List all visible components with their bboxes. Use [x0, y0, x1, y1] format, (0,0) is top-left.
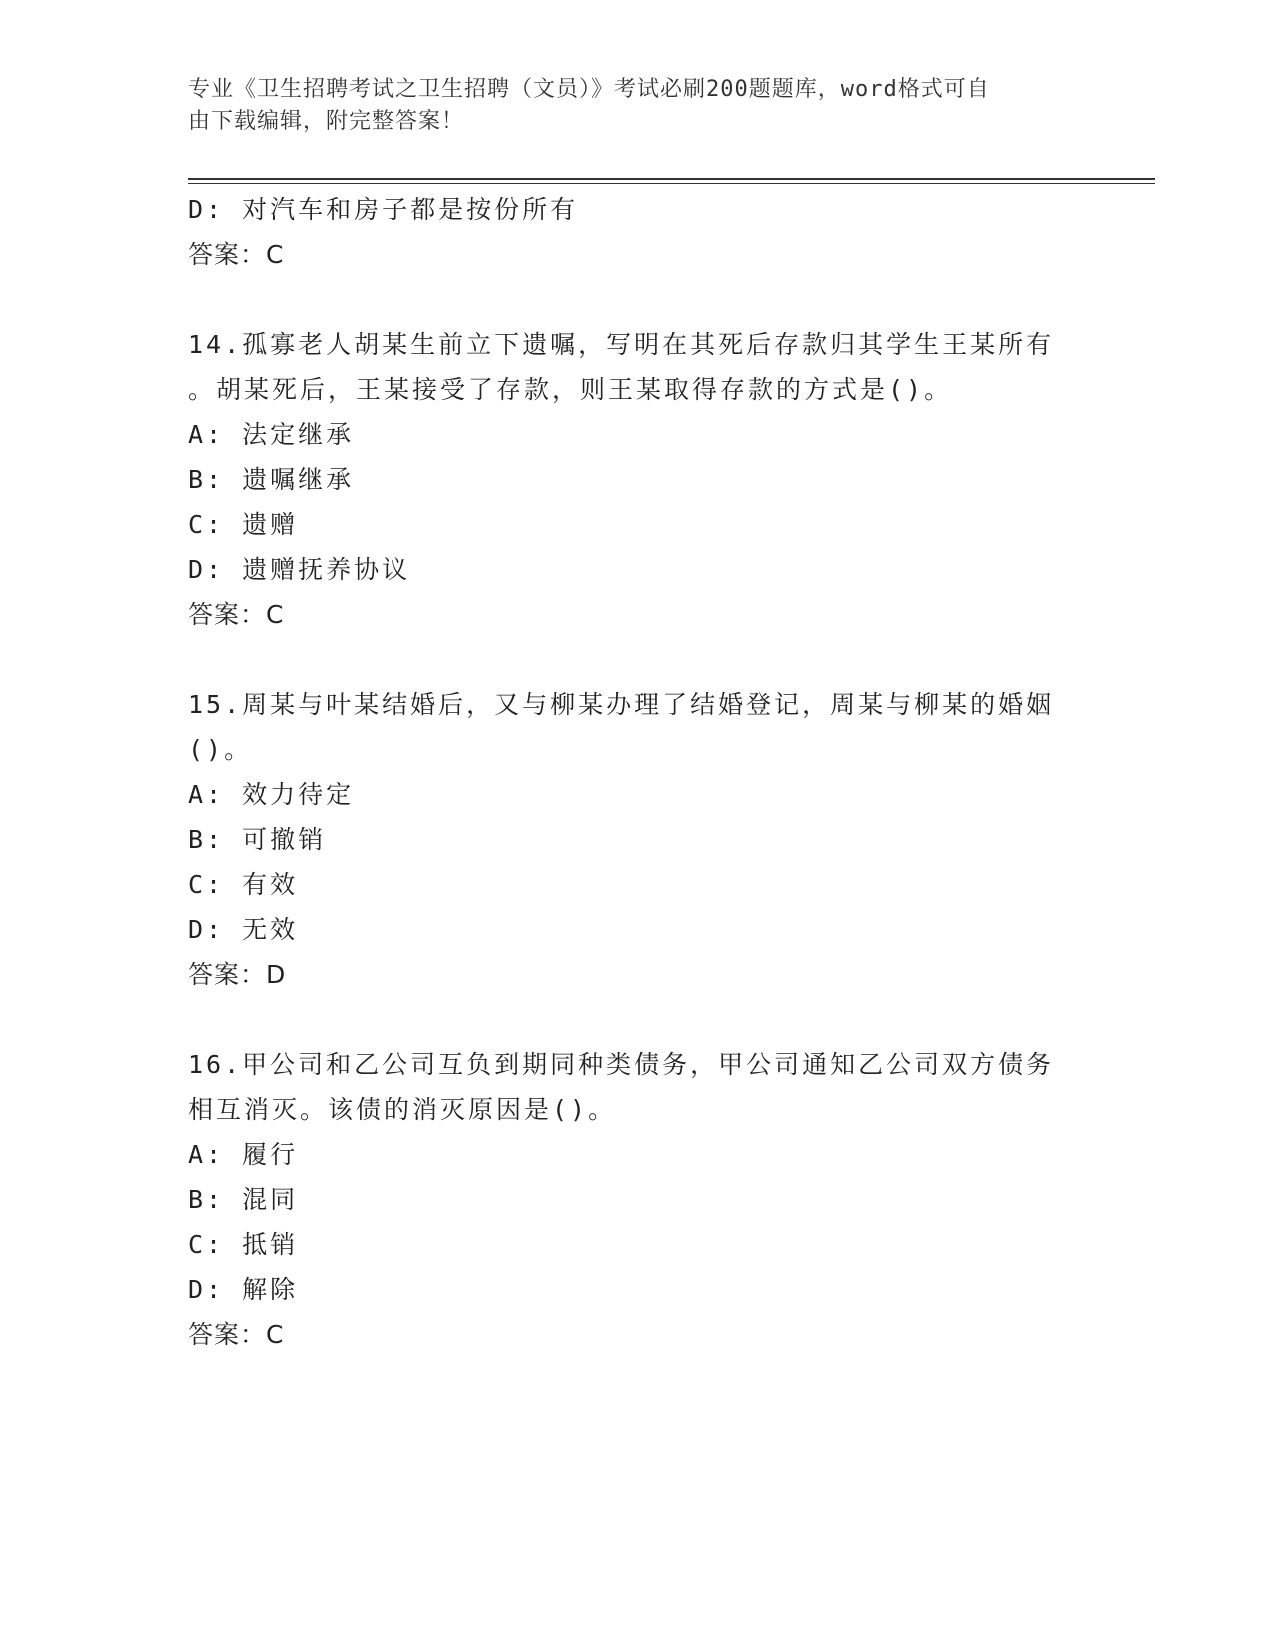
- question-14-option-c: C: 遗赠: [188, 510, 299, 539]
- header-divider-thick: [188, 178, 1155, 180]
- prev-answer: 答案：C: [188, 240, 285, 269]
- question-16-option-d: D: 解除: [188, 1275, 299, 1304]
- question-14-option-d: D: 遗赠抚养协议: [188, 555, 411, 584]
- question-14-stem-line-2: 。胡某死后，王某接受了存款，则王某取得存款的方式是()。: [188, 375, 953, 404]
- header-divider-thin: [188, 183, 1155, 184]
- question-16-stem-line-2: 相互消灭。该债的消灭原因是()。: [188, 1095, 617, 1124]
- question-16-option-b: B: 混同: [188, 1185, 299, 1214]
- question-15-option-d: D: 无效: [188, 915, 299, 944]
- question-16-option-a: A: 履行: [188, 1140, 299, 1169]
- question-14-answer: 答案：C: [188, 600, 285, 629]
- question-15-answer: 答案：D: [188, 960, 287, 989]
- header-line-1: 专业《卫生招聘考试之卫生招聘（文员）》考试必刷200题题库，word格式可自: [188, 77, 990, 102]
- document-header: [188, 74, 1088, 138]
- question-15-option-b: B: 可撤销: [188, 825, 327, 854]
- header-line-2: 由下载编辑，附完整答案！: [188, 109, 465, 134]
- question-15-option-a: A: 效力待定: [188, 780, 355, 809]
- prev-option-d: D: 对汽车和房子都是按份所有: [188, 195, 579, 224]
- question-15-stem-line-1: 15.周某与叶某结婚后，又与柳某办理了结婚登记，周某与柳某的婚姻: [188, 690, 1055, 719]
- question-16-stem-line-1: 16.甲公司和乙公司互负到期同种类债务，甲公司通知乙公司双方债务: [188, 1050, 1055, 1079]
- question-16-answer: 答案：C: [188, 1320, 285, 1349]
- question-15-option-c: C: 有效: [188, 870, 299, 899]
- question-14-option-b: B: 遗嘱继承: [188, 465, 355, 494]
- question-16-option-c: C: 抵销: [188, 1230, 299, 1259]
- question-14-option-a: A: 法定继承: [188, 420, 355, 449]
- question-15-stem-line-2: ()。: [188, 735, 253, 764]
- question-14-stem-line-1: 14.孤寡老人胡某生前立下遗嘱，写明在其死后存款归其学生王某所有: [188, 330, 1055, 359]
